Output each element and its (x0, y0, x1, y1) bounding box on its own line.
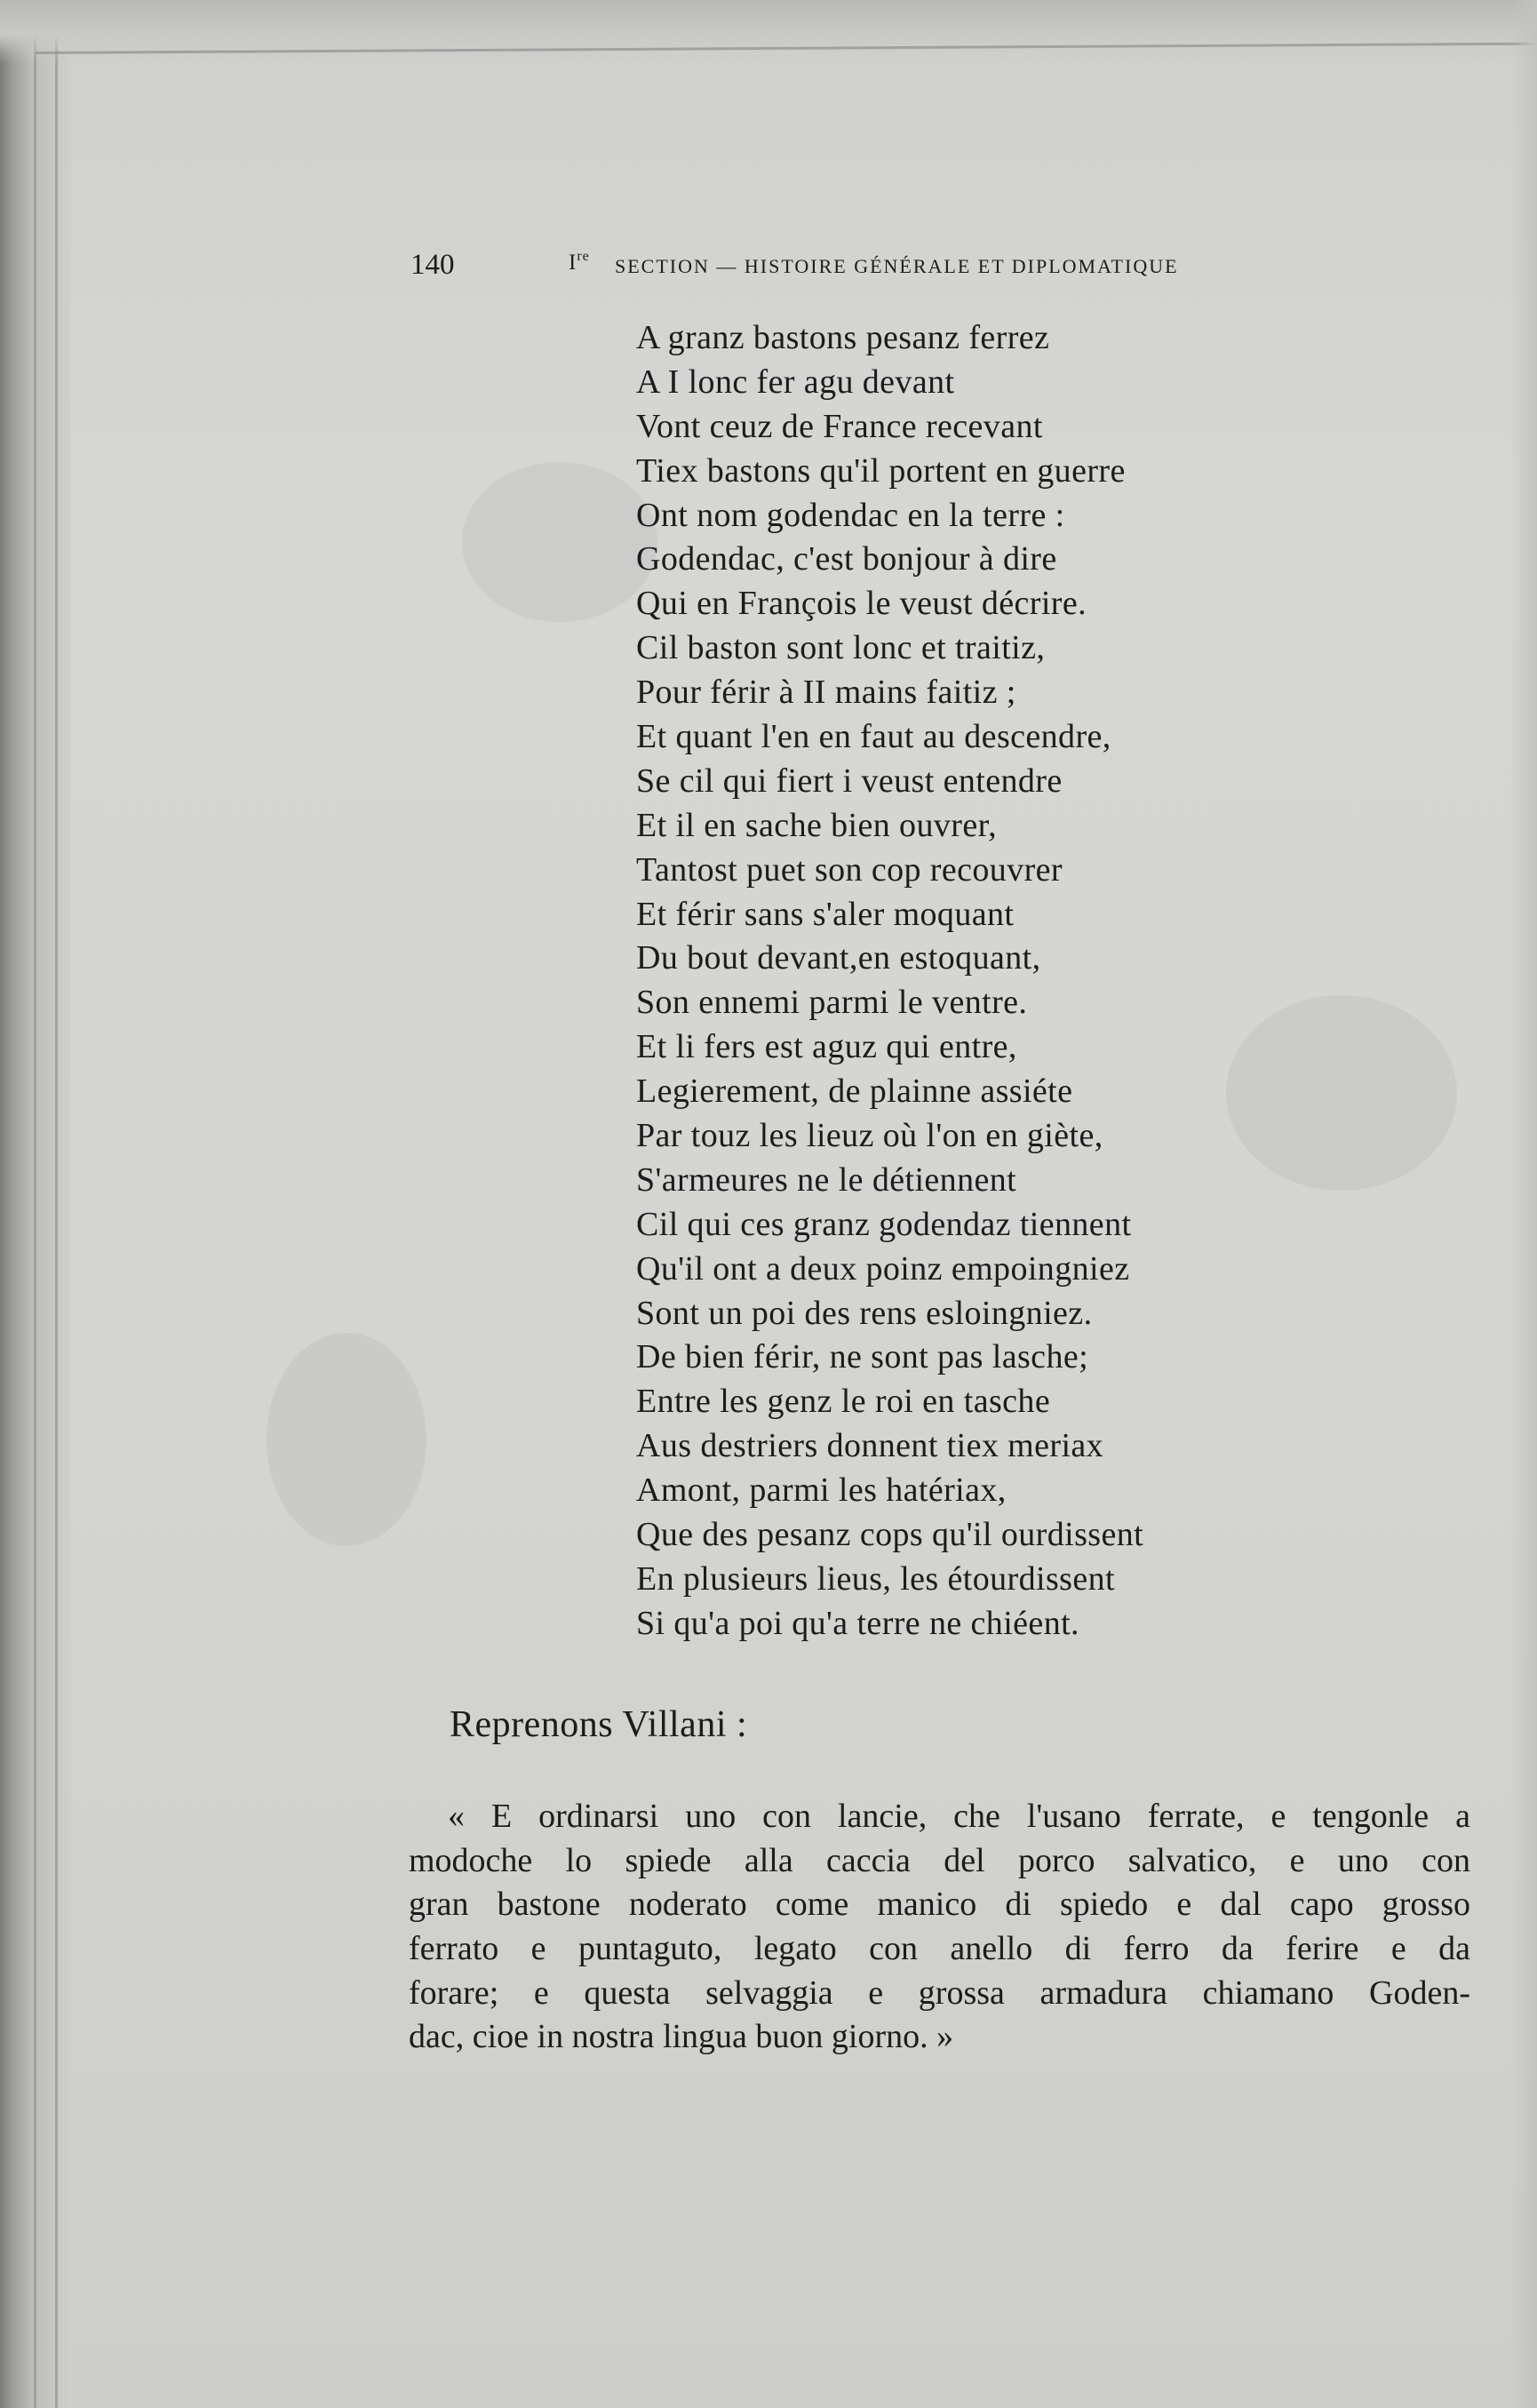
verse-line: A I lonc fer agu devant (636, 363, 955, 401)
verse-line: Entre les genz le roi en tasche (636, 1383, 1051, 1421)
verse-line: Et quant l'en en faut au descendre, (636, 718, 1111, 756)
verse-line: Vont ceuz de France recevant (636, 407, 1043, 445)
verse-line: Et férir sans s'aler moquant (636, 895, 1015, 933)
verse-line: Qui en François le veust décrire. (636, 585, 1087, 623)
page-right-edge (1510, 0, 1537, 2408)
verse-line: Tiex bastons qu'il portent en guerre (636, 451, 1126, 490)
verse-block (636, 316, 1311, 1647)
verse-line: Tantost puet son cop recouvrer (636, 850, 1063, 889)
verse-line: Par touz les lieuz où l'on en giète, (636, 1117, 1103, 1155)
verse-line: Si qu'a poi qu'a terre ne chiéent. (636, 1604, 1079, 1642)
verse-line: Godendac, c'est bonjour à dire (636, 540, 1057, 578)
quote-line: forare; e questa selvaggia e grossa armadura chiamano Goden- (409, 1973, 1470, 2012)
paper-smudge (462, 462, 657, 622)
page-number: 140 (410, 249, 455, 281)
verse-line: Que des pesanz cops qu'il ourdissent (636, 1516, 1144, 1554)
verse-line: Qu'il ont a deux poinz empoingniez (636, 1249, 1130, 1288)
quote-line: ferrato e puntaguto, legato con anello di ferro da ferire e da (409, 1930, 1470, 1968)
verse-line: Ont nom godendac en la terre : (636, 496, 1065, 534)
verse-line: Legierement, de plainne assiéte (636, 1072, 1073, 1111)
verse-line: Aus destriers donnent tiex meriax (636, 1427, 1104, 1465)
quote-line: modoche lo spiede alla caccia del porco salvatico, e uno con (409, 1841, 1470, 1879)
section-numeral (569, 249, 590, 275)
verse-line: De bien férir, ne sont pas lasche; (636, 1338, 1089, 1376)
verse-line: Se cil qui fiert i veust entendre (636, 761, 1063, 800)
verse-line: En plusieurs lieus, les étourdissent (636, 1559, 1115, 1598)
quote-paragraph (409, 1795, 1470, 2060)
verse-line: Et il en sache bien ouvrer, (636, 806, 998, 844)
verse-line: Cil qui ces granz godendaz tiennent (636, 1205, 1132, 1243)
section-numeral-letter: I (569, 251, 577, 275)
section-ordinal: re (577, 249, 590, 264)
running-head (410, 249, 1317, 291)
verse-line: A granz bastons pesanz ferrez (636, 319, 1050, 356)
verse-line: Pour férir à II mains faitiz ; (636, 674, 1016, 712)
quote-line: dac, cioe in nostra lingua buon giorno. » (409, 2018, 954, 2056)
paper-smudge (267, 1333, 426, 1546)
verse-line: Cil baston sont lonc et traitiz, (636, 629, 1046, 667)
verse-line: Amont, parmi les hatériax, (636, 1471, 1007, 1510)
verse-line: Et li fers est aguz qui entre, (636, 1028, 1017, 1066)
verse-line: Son ennemi parmi le ventre. (636, 984, 1028, 1022)
intro-line: Reprenons Villani : (450, 1704, 748, 1745)
verse-line: S'armeures ne le détiennent (636, 1160, 1017, 1199)
binding-line (34, 0, 36, 2408)
verse-line: Du bout devant,en estoquant, (636, 939, 1041, 977)
quote-line: « E ordinarsi uno con lancie, che l'usano ferrate, e tengonle a (448, 1798, 1470, 1835)
section-title: SECTION — HISTOIRE GÉNÉRALE ET DIPLOMATIQUE (615, 255, 1179, 277)
binding-line (55, 0, 58, 2408)
quote-line: gran bastone noderato come manico di spiedo e dal capo grosso (409, 1886, 1470, 1924)
verse-line: Sont un poi des rens esloingniez. (636, 1294, 1093, 1332)
